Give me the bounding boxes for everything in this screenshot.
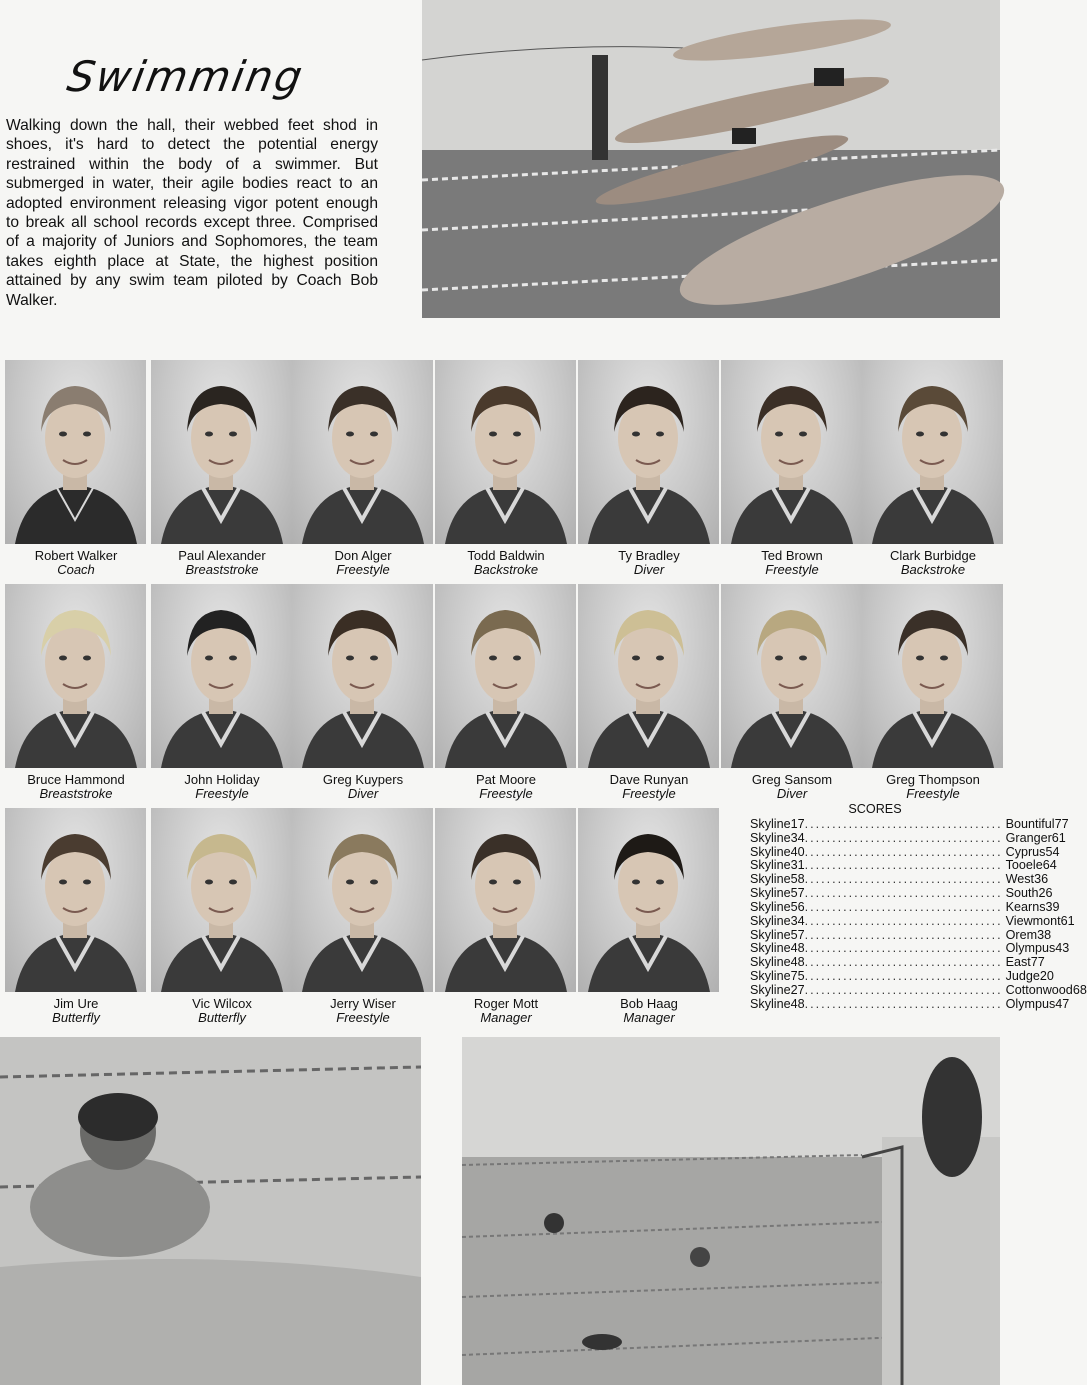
member-name: Bruce Hammond	[27, 772, 125, 787]
member-name: Ted Brown	[761, 548, 823, 563]
team-name: Skyline	[750, 969, 791, 984]
opponent-score: 36	[1034, 872, 1049, 887]
team-score: 48	[790, 941, 805, 956]
opponent-name: Olympus	[1005, 996, 1056, 1011]
portrait-caption	[717, 773, 867, 801]
team-name: Skyline	[750, 872, 791, 887]
member-role: Manager	[480, 1010, 532, 1025]
member-role: Freestyle	[336, 1010, 390, 1025]
portrait-photo	[5, 584, 146, 768]
opponent-name: West	[1005, 872, 1035, 887]
score-row	[750, 816, 1069, 832]
opponent-name: Viewmont	[1005, 913, 1061, 928]
opponent-score: 20	[1039, 969, 1054, 984]
leader-dots: ....................................	[804, 830, 1003, 845]
leader-dots: ....................................	[804, 913, 1003, 928]
portrait-photo	[5, 360, 146, 544]
score-row	[750, 941, 1070, 956]
member-role: Breaststroke	[185, 562, 259, 577]
member-name: Don Alger	[334, 548, 392, 563]
portrait-caption	[574, 549, 724, 577]
team-name: Skyline	[750, 899, 791, 914]
team-name: Skyline	[750, 886, 791, 901]
opponent-score: 64	[1042, 858, 1057, 873]
portrait-caption	[858, 773, 1008, 801]
opponent-name: Cottonwood	[1005, 982, 1073, 997]
member-name: Roger Mott	[473, 996, 539, 1011]
team-score: 34	[790, 913, 805, 928]
diving-photo	[422, 0, 1000, 318]
score-row	[750, 886, 1053, 901]
leader-dots: ....................................	[804, 927, 1003, 942]
leader-dots: ....................................	[804, 969, 1003, 984]
portrait-photo	[151, 360, 292, 544]
member-name: Jerry Wiser	[330, 996, 396, 1011]
opponent-name: East	[1005, 955, 1031, 970]
member-name: Greg Thompson	[886, 772, 980, 787]
portrait-photo	[292, 808, 433, 992]
team-score: 57	[790, 927, 805, 942]
member-role: Diver	[776, 786, 808, 801]
intro-paragraph: Walking down the hall, their webbed feet shod in shoes, it's hard to detect the potential energy restrained within the body of a swimmer. But submerged in water, their agile bodies react to an adopted environment releasing vigor potent enough to break all school records except three. Comprised of a majority of Juniors and Sophomores, the team takes eighth place at State, the highest position attained by any swim team piloted by Coach Bob Walker.	[6, 117, 378, 309]
member-role: Butterfly	[198, 1010, 246, 1025]
leader-dots: ....................................	[804, 872, 1003, 887]
member-role: Butterfly	[52, 1010, 100, 1025]
score-row	[750, 927, 1052, 943]
portrait-caption	[1, 773, 151, 801]
portrait-caption	[574, 773, 724, 801]
opponent-name: Kearns	[1005, 899, 1046, 914]
leader-dots: ....................................	[804, 899, 1003, 914]
leader-dots: ....................................	[804, 816, 1003, 831]
portrait-photo	[862, 360, 1003, 544]
member-role: Coach	[57, 562, 95, 577]
member-role: Freestyle	[195, 786, 249, 801]
opponent-score: 43	[1055, 941, 1070, 956]
member-role: Manager	[623, 1010, 675, 1025]
score-row	[750, 899, 1060, 915]
member-name: Bob Haag	[620, 996, 678, 1011]
portrait-caption	[288, 773, 438, 801]
member-name: Todd Baldwin	[467, 548, 545, 563]
portrait-photo	[151, 808, 292, 992]
leader-dots: ....................................	[804, 858, 1003, 873]
member-name: Ty Bradley	[618, 548, 680, 563]
opponent-score: 54	[1045, 844, 1060, 859]
pool-photo	[462, 1037, 1000, 1385]
portrait-photo	[435, 808, 576, 992]
portrait-caption	[1, 997, 151, 1025]
team-score: 31	[790, 858, 805, 873]
portrait-photo	[578, 360, 719, 544]
portrait-photo	[151, 584, 292, 768]
member-role: Backstroke	[900, 562, 966, 577]
leader-dots: ....................................	[804, 996, 1003, 1011]
member-role: Diver	[347, 786, 379, 801]
member-name: Paul Alexander	[178, 548, 266, 563]
team-score: 48	[790, 996, 805, 1011]
opponent-score: 77	[1054, 816, 1069, 831]
team-score: 40	[790, 844, 805, 859]
team-name: Skyline	[750, 982, 791, 997]
opponent-name: South	[1005, 886, 1039, 901]
leader-dots: ....................................	[804, 955, 1003, 970]
score-row	[750, 913, 1075, 929]
portrait-photo	[292, 360, 433, 544]
portrait-photo	[5, 808, 146, 992]
opponent-name: Cyprus	[1005, 844, 1046, 859]
member-role: Freestyle	[765, 562, 819, 577]
portrait-caption	[574, 997, 724, 1025]
portrait-photo	[435, 584, 576, 768]
score-row	[750, 955, 1045, 970]
team-score: 17	[790, 816, 805, 831]
team-score: 34	[790, 830, 805, 845]
score-row	[750, 830, 1066, 846]
team-score: 57	[790, 886, 805, 901]
opponent-score: 39	[1045, 899, 1060, 914]
member-role: Freestyle	[479, 786, 533, 801]
score-row	[750, 858, 1057, 873]
member-role: Breaststroke	[39, 786, 113, 801]
portrait-caption	[288, 997, 438, 1025]
member-role: Backstroke	[473, 562, 539, 577]
scores-heading: SCORES	[848, 802, 902, 816]
score-row	[750, 844, 1060, 860]
team-name: Skyline	[750, 830, 791, 845]
portrait-caption	[858, 549, 1008, 577]
team-score: 27	[790, 982, 805, 997]
score-row	[750, 996, 1070, 1012]
portrait-photo	[578, 808, 719, 992]
member-name: Jim Ure	[53, 996, 99, 1011]
leader-dots: ....................................	[804, 941, 1003, 956]
portrait-caption	[147, 549, 297, 577]
member-role: Freestyle	[906, 786, 960, 801]
team-score: 56	[790, 899, 805, 914]
score-row	[750, 872, 1049, 887]
team-name: Skyline	[750, 816, 791, 831]
opponent-score: 26	[1038, 886, 1053, 901]
opponent-name: Tooele	[1005, 858, 1043, 873]
portrait-caption	[1, 549, 151, 577]
member-name: Pat Moore	[476, 772, 536, 787]
portrait-caption	[431, 773, 581, 801]
portrait-caption	[288, 549, 438, 577]
member-name: Robert Walker	[34, 548, 118, 563]
leader-dots: ....................................	[804, 982, 1003, 997]
member-name: Dave Runyan	[609, 772, 689, 787]
swimmer-photo	[0, 1037, 421, 1385]
team-name: Skyline	[750, 844, 791, 859]
portrait-caption	[147, 773, 297, 801]
member-name: Greg Sansom	[751, 772, 833, 787]
portrait-caption	[147, 997, 297, 1025]
team-name: Skyline	[750, 858, 791, 873]
leader-dots: ....................................	[804, 886, 1003, 901]
member-name: Clark Burbidge	[890, 548, 976, 563]
portrait-caption	[431, 549, 581, 577]
leader-dots: ....................................	[804, 844, 1003, 859]
portrait-photo	[435, 360, 576, 544]
opponent-name: Orem	[1005, 927, 1038, 942]
portrait-photo	[292, 584, 433, 768]
opponent-score: 38	[1037, 927, 1052, 942]
opponent-score: 61	[1051, 830, 1066, 845]
portrait-photo	[578, 584, 719, 768]
portrait-photo	[721, 360, 862, 544]
member-name: John Holiday	[184, 772, 260, 787]
team-score: 75	[790, 969, 805, 984]
score-row	[750, 982, 1087, 998]
member-name: Vic Wilcox	[192, 996, 252, 1011]
opponent-score: 68	[1072, 982, 1087, 997]
page-title: Swimming	[63, 52, 308, 101]
opponent-score: 77	[1030, 955, 1045, 970]
scores-table	[750, 802, 1087, 1012]
team-name: Skyline	[750, 927, 791, 942]
portrait-photo	[862, 584, 1003, 768]
portrait-photo	[721, 584, 862, 768]
member-role: Freestyle	[622, 786, 676, 801]
opponent-name: Olympus	[1005, 941, 1056, 956]
opponent-name: Judge	[1005, 969, 1040, 984]
portrait-caption	[717, 549, 867, 577]
team-score: 48	[790, 955, 805, 970]
member-name: Greg Kuypers	[322, 772, 404, 787]
opponent-name: Bountiful	[1005, 816, 1055, 831]
score-row	[750, 969, 1054, 984]
opponent-name: Granger	[1005, 830, 1052, 845]
portrait-caption	[431, 997, 581, 1025]
team-name: Skyline	[750, 913, 791, 928]
team-name: Skyline	[750, 996, 791, 1011]
team-name: Skyline	[750, 955, 791, 970]
member-role: Freestyle	[336, 562, 390, 577]
team-score: 58	[790, 872, 805, 887]
opponent-score: 47	[1055, 996, 1070, 1011]
team-name: Skyline	[750, 941, 791, 956]
opponent-score: 61	[1060, 913, 1075, 928]
member-role: Diver	[633, 562, 665, 577]
